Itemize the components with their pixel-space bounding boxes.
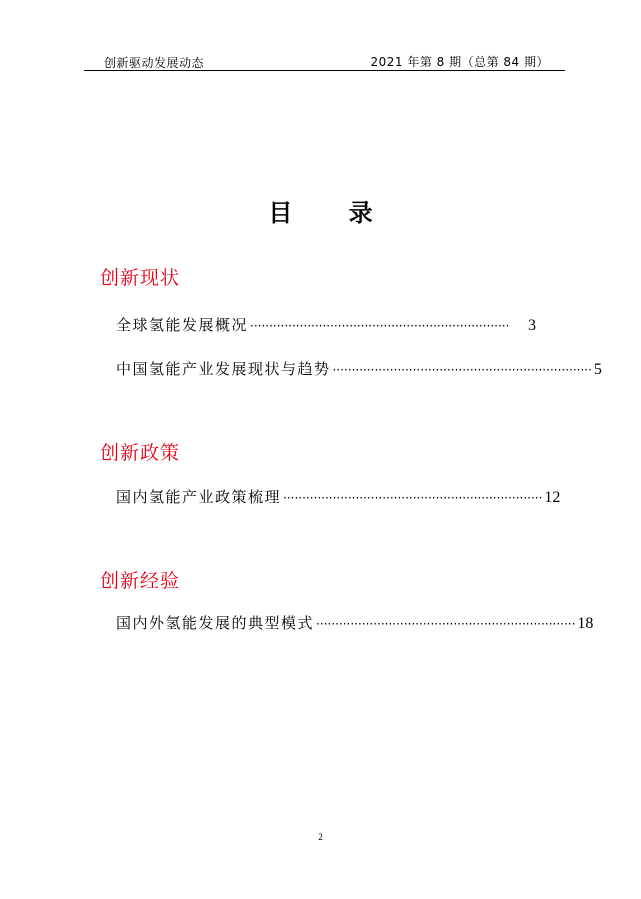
toc-entry-title: 全球氢能发展概况 [116,316,249,334]
section-heading-experience: 创新经验 [100,570,181,592]
section-heading-policy: 创新政策 [100,442,181,464]
dot-leader: ···································································· [316,617,576,631]
dot-leader: ···································································· [332,363,592,377]
dot-leader: ···································································· [250,319,510,333]
toc-entry-title: 中国氢能产业发展现状与趋势 [116,360,331,378]
toc-entry[interactable] [116,612,594,633]
toc-entry[interactable] [116,358,602,379]
page-number: 2 [318,832,323,842]
toc-entry-page: 3 [528,317,536,334]
toc-entry-page: 18 [577,615,594,632]
dot-leader: ···································································· [283,491,543,505]
publication-name: 创新驱动发展动态 [104,56,205,70]
section-heading-status: 创新现状 [100,267,181,289]
header-divider [84,70,565,71]
toc-entry-page: 12 [544,489,561,506]
issue-number: 2021 年第 8 期（总第 84 期） [370,55,549,69]
toc-entry-title: 国内氢能产业政策梳理 [116,488,282,506]
toc-title: 目 录 [268,199,397,227]
toc-entry-title: 国内外氢能发展的典型模式 [116,614,315,632]
toc-entry-page: 5 [593,361,602,378]
toc-entry[interactable] [116,486,561,507]
toc-entry[interactable] [116,314,536,335]
